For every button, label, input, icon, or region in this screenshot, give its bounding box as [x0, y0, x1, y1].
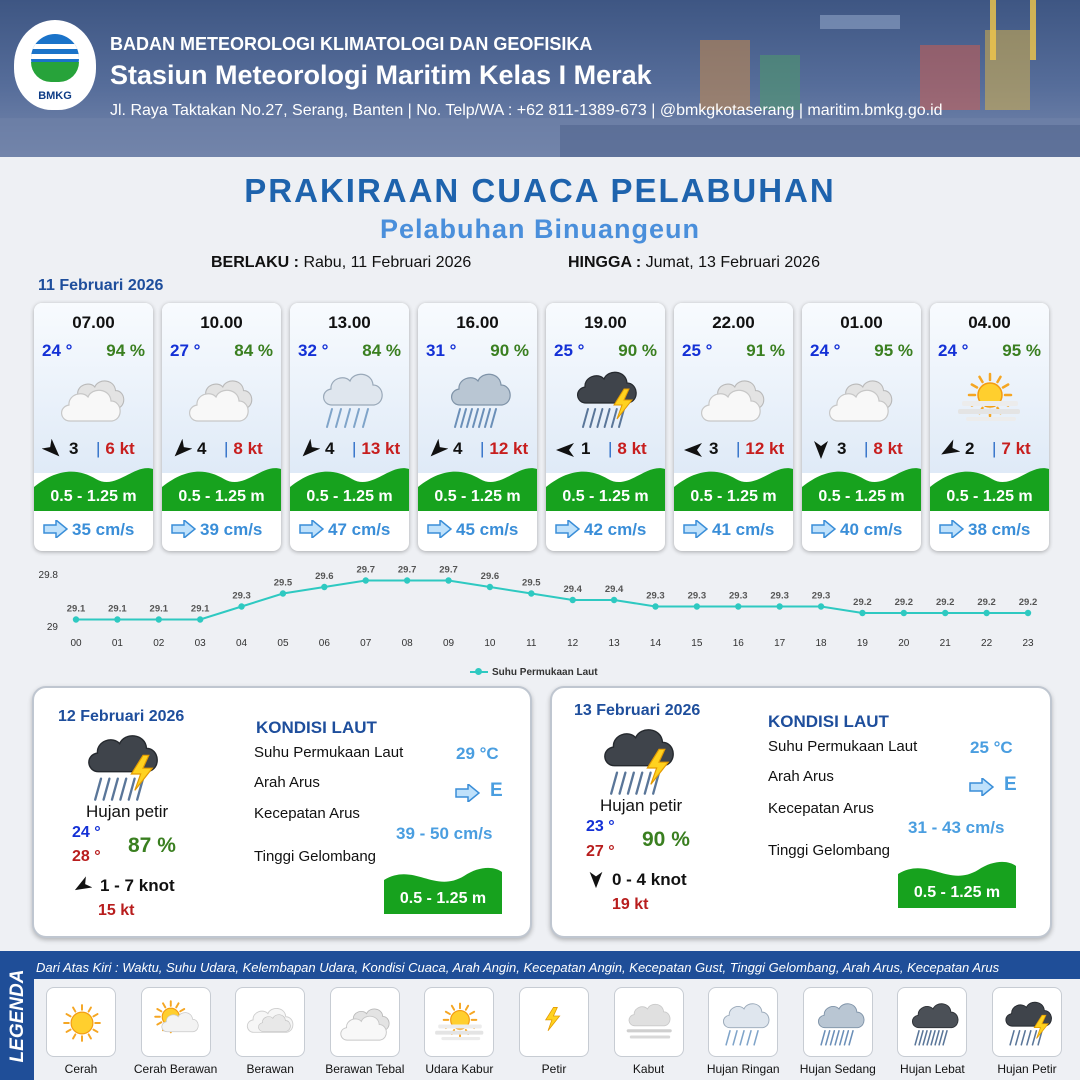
kecepatan-arus-label: Kecepatan Arus — [768, 800, 874, 817]
sst-point — [694, 603, 700, 609]
card-temp: 31 ° — [426, 341, 457, 360]
day-panel-13 — [550, 686, 1052, 938]
sst-point — [776, 603, 782, 609]
legend-label: Hujan Ringan — [706, 1062, 780, 1076]
wind-direction-icon — [72, 876, 92, 896]
page-subtitle: Pelabuhan Binuangeun — [379, 214, 701, 244]
current-arrow-icon — [554, 520, 580, 538]
kondisi-laut-title: KONDISI LAUT — [256, 718, 377, 737]
card-gust: | 12 kt — [736, 439, 784, 459]
sst-data-label: 29.5 — [273, 577, 293, 589]
logo-text: BMKG — [38, 90, 72, 102]
x-tick-label: 19 — [856, 638, 868, 649]
legend-item — [414, 987, 504, 1080]
card-temp: 32 ° — [298, 341, 329, 360]
card-current-speed: 35 cm/s — [72, 520, 135, 539]
sst-data-label: 29.3 — [770, 590, 789, 602]
x-tick-label: 16 — [732, 638, 744, 649]
card-current-speed: 42 cm/s — [584, 520, 647, 539]
hujan-petir-icon — [570, 367, 642, 431]
card-temp: 24 ° — [810, 341, 841, 360]
panel-tmax: 27 ° — [586, 843, 615, 860]
x-tick-label: 20 — [898, 638, 910, 649]
legend-label: Hujan Petir — [997, 1062, 1057, 1076]
card-temp: 27 ° — [170, 341, 201, 360]
hourly-card — [290, 303, 409, 551]
card-time: 01.00 — [840, 313, 883, 332]
header-banner — [0, 0, 1080, 157]
berawan-tebal-icon — [186, 367, 258, 431]
card-current — [554, 518, 664, 544]
wind-direction-icon — [938, 439, 960, 461]
card-current-speed: 39 cm/s — [200, 520, 263, 539]
card-humidity: 94 % — [106, 341, 145, 360]
sst-point — [611, 597, 617, 603]
hujan-sedang-icon — [811, 995, 867, 1051]
kondisi-laut-title: KONDISI LAUT — [768, 712, 889, 731]
card-current — [426, 518, 536, 544]
card-humidity: 91 % — [746, 341, 785, 360]
sst-data-label: 29.4 — [563, 584, 582, 595]
card-gust: | 12 kt — [480, 439, 528, 459]
card-current-speed: 38 cm/s — [968, 520, 1031, 539]
sst-data-label: 29.5 — [522, 577, 541, 589]
current-arrow-icon — [968, 778, 994, 796]
sst-point — [818, 603, 824, 609]
card-temp: 25 ° — [682, 341, 713, 360]
sst-chart-svg — [30, 562, 1060, 662]
card-wave-height: 0.5 - 1.25 m — [434, 488, 521, 505]
sst-data-label: 29.7 — [439, 564, 458, 576]
card-wave-height: 0.5 - 1.25 m — [690, 488, 777, 505]
legend-icon-box — [235, 987, 305, 1057]
sst-data-label: 29.7 — [356, 564, 375, 576]
valid-from-value: Rabu, 11 Februari 2026 — [303, 254, 472, 271]
valid-to-label: HINGGA : — [568, 254, 642, 271]
current-arrow-icon — [298, 520, 324, 538]
hujan-lebat-icon — [905, 995, 961, 1051]
legend-label: Udara Kabur — [425, 1062, 494, 1076]
card-current — [682, 518, 792, 544]
legend-item — [887, 987, 977, 1080]
sst-line — [76, 581, 1028, 620]
legend-icon-box — [519, 987, 589, 1057]
berawan-icon — [243, 995, 299, 1051]
x-tick-label: 10 — [484, 638, 496, 649]
card-wind-speed: 3 — [837, 439, 847, 458]
card-wind-speed: 4 — [197, 439, 207, 458]
x-tick-label: 03 — [194, 638, 206, 649]
sst-point — [197, 616, 203, 622]
card-current — [810, 518, 920, 544]
contact-line: Jl. Raya Taktakan No.27, Serang, Banten | No. Telp/WA : +62 811-1389-673 | @bmkgkotaserang | maritim.bmkg.go.id — [110, 102, 943, 119]
hourly-card — [802, 303, 921, 551]
card-current — [170, 518, 280, 544]
arah-arus-value: E — [1004, 774, 1017, 795]
card-current-speed: 47 cm/s — [328, 520, 391, 539]
sst-point — [652, 603, 658, 609]
sst-data-label: 29.2 — [853, 597, 872, 608]
sst-point — [445, 577, 451, 583]
berawan-tebal-icon — [826, 367, 898, 431]
card-wind — [554, 436, 659, 462]
wind-direction-icon — [810, 439, 832, 461]
legend-item — [509, 987, 599, 1080]
sst-value: 25 °C — [970, 738, 1013, 757]
x-tick-label: 05 — [277, 638, 289, 649]
card-current-speed: 41 cm/s — [712, 520, 775, 539]
hourly-card — [930, 303, 1049, 551]
wind-direction-icon — [298, 439, 320, 461]
hourly-card — [162, 303, 281, 551]
legend-item — [131, 987, 221, 1080]
card-wind-speed: 1 — [581, 439, 591, 458]
cerah-icon — [54, 995, 110, 1051]
legend-item — [320, 987, 410, 1080]
card-humidity: 90 % — [490, 341, 529, 360]
wind-direction-icon — [170, 439, 192, 461]
sst-point — [569, 597, 575, 603]
sst-data-label: 29.3 — [687, 590, 707, 602]
legend-bar — [0, 951, 1080, 1080]
panel-wind: 1 - 7 knot — [100, 876, 175, 895]
sst-label: Suhu Permukaan Laut — [768, 738, 918, 755]
station-name: Stasiun Meteorologi Maritim Kelas I Merak — [110, 60, 652, 90]
arah-arus-value: E — [490, 780, 503, 801]
card-wind — [810, 436, 915, 462]
wind-direction-icon — [42, 439, 64, 461]
card-gust: | 13 kt — [352, 439, 400, 459]
x-tick-label: 11 — [526, 638, 537, 649]
sst-point — [487, 584, 493, 590]
day-panel-12 — [32, 686, 532, 938]
panel-humidity: 87 % — [128, 834, 176, 857]
sst-data-label: 29.3 — [811, 590, 831, 602]
sst-value: 29 °C — [456, 744, 499, 763]
x-tick-label: 15 — [691, 638, 703, 649]
card-time: 19.00 — [584, 313, 627, 332]
arah-arus-label: Arah Arus — [768, 768, 834, 785]
wind-direction-icon — [586, 870, 606, 890]
berawan-tebal-icon — [338, 995, 394, 1051]
valid-to — [568, 254, 820, 272]
x-tick-label: 14 — [649, 638, 662, 649]
hujan-petir-icon — [1000, 995, 1056, 1051]
panel-tmin: 23 ° — [586, 818, 615, 835]
card-time: 07.00 — [72, 313, 115, 332]
current-arrow-icon — [426, 520, 452, 538]
sst-point — [942, 610, 948, 616]
card-wind — [682, 436, 787, 462]
legend-icon-box — [614, 987, 684, 1057]
card-wave-height: 0.5 - 1.25 m — [946, 488, 1033, 505]
x-tick-label: 23 — [1022, 638, 1034, 649]
sst-point — [528, 590, 534, 596]
hourly-card — [546, 303, 665, 551]
sst-point — [983, 610, 989, 616]
legend-label: Cerah Berawan — [133, 1062, 218, 1076]
card-time: 04.00 — [968, 313, 1011, 332]
valid-to-value: Jumat, 13 Februari 2026 — [645, 254, 820, 271]
sst-data-label: 29.2 — [935, 597, 955, 608]
legend-line-marker — [470, 671, 488, 673]
card-current — [298, 518, 408, 544]
card-current — [42, 518, 152, 544]
panel-wind: 0 - 4 knot — [612, 870, 687, 889]
legend-description: Dari Atas Kiri : Waktu, Suhu Udara, Kelembapan Udara, Kondisi Cuaca, Arah Angin, Kecepatan Angin, Kecepatan Gust, Tinggi Gelombang, Arah Arus, Kecepatan Arus — [36, 960, 1000, 975]
sst-data-label: 29.3 — [729, 590, 748, 602]
panel-date: 12 Februari 2026 — [58, 708, 185, 725]
sst-data-label: 29.1 — [149, 603, 169, 615]
berawan-tebal-icon — [58, 367, 130, 431]
hourly-forecast-cards — [34, 303, 1054, 551]
card-current — [938, 518, 1048, 544]
hujan-ringan-icon — [314, 367, 386, 431]
card-gust: | 8 kt — [864, 439, 903, 459]
agency-name: BADAN METEOROLOGI KLIMATOLOGI DAN GEOFISIKA — [110, 34, 593, 54]
legend-label: Berawan Tebal — [325, 1062, 405, 1076]
current-arrow-icon — [454, 784, 480, 802]
y-tick-label: 29.8 — [38, 570, 58, 581]
card-humidity: 95 % — [874, 341, 913, 360]
current-arrow-icon — [42, 520, 68, 538]
card-time: 13.00 — [328, 313, 371, 332]
tinggi-gelombang-label: Tinggi Gelombang — [254, 848, 377, 865]
x-tick-label: 09 — [442, 638, 455, 649]
card-humidity: 84 % — [362, 341, 401, 360]
udara-kabur-icon — [432, 995, 488, 1051]
panel-date: 13 Februari 2026 — [574, 702, 701, 719]
legend-icon-box — [141, 987, 211, 1057]
card-wave-height: 0.5 - 1.25 m — [306, 488, 393, 505]
hourly-card — [34, 303, 153, 551]
sst-data-label: 29.6 — [480, 571, 500, 582]
kecepatan-arus-label: Kecepatan Arus — [254, 805, 360, 822]
card-time: 22.00 — [712, 313, 755, 332]
sst-data-label: 29.2 — [977, 597, 996, 608]
hourly-card — [418, 303, 537, 551]
card-temp: 24 ° — [42, 341, 73, 360]
hujan-petir-icon — [596, 722, 680, 800]
tinggi-gelombang-value: 0.5 - 1.25 m — [399, 890, 487, 907]
card-gust: | 8 kt — [224, 439, 263, 459]
sst-data-label: 29.3 — [646, 590, 665, 602]
x-tick-label: 18 — [815, 638, 827, 649]
sst-data-label: 29.2 — [1018, 597, 1038, 608]
card-wind-speed: 2 — [965, 439, 975, 458]
y-tick-label: 29 — [46, 622, 58, 633]
card-time: 10.00 — [200, 313, 243, 332]
cerah-berawan-icon — [149, 995, 205, 1051]
panel-condition: Hujan petir — [86, 802, 169, 821]
bmkg-logo — [14, 20, 96, 110]
sst-data-label: 29.3 — [232, 590, 251, 602]
kecepatan-arus-value: 31 - 43 cm/s — [908, 818, 1005, 837]
panel-tmax: 28 ° — [72, 848, 101, 865]
card-wind-speed: 3 — [69, 439, 79, 458]
sst-point — [321, 584, 327, 590]
legend-series-name: Suhu Permukaan Laut — [492, 667, 598, 678]
sst-data-label: 29.7 — [397, 564, 417, 576]
berawan-tebal-icon — [698, 367, 770, 431]
card-gust: | 8 kt — [608, 439, 647, 459]
kecepatan-arus-value: 39 - 50 cm/s — [396, 824, 493, 843]
x-tick-label: 22 — [981, 638, 993, 649]
x-tick-label: 00 — [70, 638, 82, 649]
sst-point — [73, 616, 79, 622]
petir-icon — [527, 995, 583, 1051]
panel-tmin: 24 ° — [72, 824, 101, 841]
sst-data-label: 29.2 — [894, 597, 914, 608]
x-tick-label: 01 — [111, 638, 123, 649]
x-tick-label: 07 — [360, 638, 372, 649]
sst-data-label: 29.1 — [108, 603, 127, 615]
legend-icon-box — [424, 987, 494, 1057]
card-humidity: 90 % — [618, 341, 657, 360]
sst-point — [114, 616, 120, 622]
x-tick-label: 08 — [401, 638, 413, 649]
udara-kabur-icon — [954, 367, 1026, 431]
card-wave-height: 0.5 - 1.25 m — [178, 488, 265, 505]
current-arrow-icon — [810, 520, 836, 538]
wind-direction-icon — [554, 439, 576, 461]
x-tick-label: 21 — [939, 638, 951, 649]
legend-item — [793, 987, 883, 1080]
current-arrow-icon — [682, 520, 708, 538]
wind-direction-icon — [426, 439, 448, 461]
card-humidity: 84 % — [234, 341, 273, 360]
legend-icon-box — [708, 987, 778, 1057]
card-humidity: 95 % — [1002, 341, 1041, 360]
valid-from-label: BERLAKU : — [211, 254, 299, 271]
legend-icon-box — [330, 987, 400, 1057]
legend-label: Hujan Lebat — [900, 1062, 965, 1076]
x-tick-label: 12 — [567, 638, 579, 649]
card-time: 16.00 — [456, 313, 499, 332]
legend-label: Berawan — [246, 1062, 294, 1076]
card-wind-speed: 4 — [453, 439, 463, 458]
day1-date: 11 Februari 2026 — [38, 277, 164, 294]
legend-label: Petir — [541, 1062, 567, 1076]
arah-arus-label: Arah Arus — [254, 774, 320, 791]
legend-item — [36, 987, 126, 1080]
sst-point — [363, 577, 369, 583]
tinggi-gelombang-value: 0.5 - 1.25 m — [913, 884, 1001, 901]
sst-point — [901, 610, 907, 616]
card-current-speed: 45 cm/s — [456, 520, 519, 539]
sst-point — [238, 603, 244, 609]
legend-item — [982, 987, 1072, 1080]
sst-data-label: 29.4 — [604, 584, 624, 595]
legend-icon-box — [897, 987, 967, 1057]
sst-data-label: 29.1 — [66, 603, 86, 615]
tinggi-gelombang-label: Tinggi Gelombang — [768, 842, 891, 859]
sst-point — [280, 590, 286, 596]
sst-point — [156, 616, 162, 622]
page-title: PRAKIRAAN CUACA PELABUHAN — [244, 172, 836, 209]
card-wind — [170, 436, 275, 462]
x-tick-label: 02 — [153, 638, 165, 649]
legend-title-vertical — [0, 951, 34, 1080]
panel-gust: 19 kt — [612, 896, 649, 913]
sst-point — [404, 577, 410, 583]
x-tick-label: 17 — [774, 638, 786, 649]
hujan-petir-icon — [80, 728, 164, 806]
wind-direction-icon — [682, 439, 704, 461]
card-wind-speed: 3 — [709, 439, 719, 458]
legend-icon-box — [46, 987, 116, 1057]
card-current-speed: 40 cm/s — [840, 520, 903, 539]
x-tick-label: 04 — [236, 638, 248, 649]
sst-point — [1025, 610, 1031, 616]
x-tick-label: 13 — [608, 638, 620, 649]
panel-humidity: 90 % — [642, 828, 690, 851]
card-wind — [938, 436, 1043, 462]
card-wave-height: 0.5 - 1.25 m — [562, 488, 649, 505]
sst-chart-legend — [470, 667, 598, 678]
sst-point — [859, 610, 865, 616]
card-gust: | 7 kt — [992, 439, 1031, 459]
kabut-icon — [622, 995, 678, 1051]
card-temp: 24 ° — [938, 341, 969, 360]
hujan-ringan-icon — [716, 995, 772, 1051]
card-temp: 25 ° — [554, 341, 585, 360]
card-wind — [298, 436, 403, 462]
legend-icon-box — [992, 987, 1062, 1057]
sst-label: Suhu Permukaan Laut — [254, 744, 404, 761]
sst-chart — [30, 562, 1060, 682]
legend-item — [698, 987, 788, 1080]
card-wind — [426, 436, 531, 462]
legend-icons — [34, 979, 1080, 1080]
current-arrow-icon — [938, 520, 964, 538]
sst-data-label: 29.1 — [190, 603, 210, 615]
hourly-card — [674, 303, 793, 551]
panel-gust: 15 kt — [98, 902, 135, 919]
legend-label: Kabut — [632, 1062, 665, 1076]
card-wave-height: 0.5 - 1.25 m — [50, 488, 137, 505]
legend-icon-box — [803, 987, 873, 1057]
hujan-sedang-icon — [442, 367, 514, 431]
card-wave-height: 0.5 - 1.25 m — [818, 488, 905, 505]
logo-green-band — [31, 62, 79, 82]
sst-point — [735, 603, 741, 609]
card-wind-speed: 4 — [325, 439, 335, 458]
current-arrow-icon — [170, 520, 196, 538]
card-wind — [42, 436, 147, 462]
legend-label: Cerah — [64, 1062, 98, 1076]
legend-item — [604, 987, 694, 1080]
valid-from — [211, 254, 471, 272]
legend-label: Hujan Sedang — [799, 1062, 876, 1076]
panel-condition: Hujan petir — [600, 796, 683, 815]
x-tick-label: 06 — [318, 638, 330, 649]
legend-title: LEGENDA — [7, 969, 28, 1063]
card-gust: | 6 kt — [96, 439, 135, 459]
sst-data-label: 29.6 — [315, 571, 334, 582]
legend-item — [225, 987, 315, 1080]
